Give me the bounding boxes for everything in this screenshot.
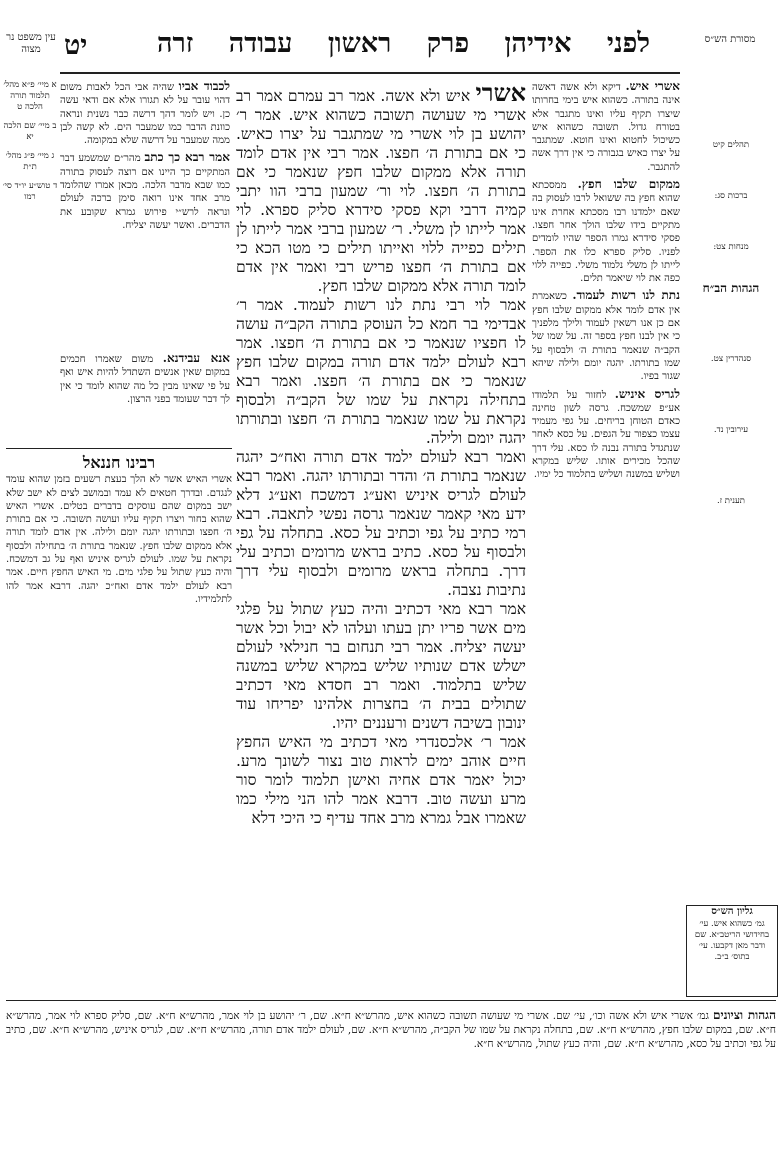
rashi-text: לחזור על תלמודו אע״פ שמשכח. גרסה לשון טחינה כאדם הטוחן בריחים. על גפי מעמיד עצמו כצפור על הגפים. על כסא לאחר שנתגדל בתורה נבנה לו כסא. עלי דרך שהכל מכירים אותו. שליש במקרא ושליש במשנה ושליש בתלמוד כל ימיו. — [532, 389, 680, 481]
rashi-dibbur: לגריס איניש. — [614, 386, 680, 401]
rashi-text: כשאמרת אין אדם לומד אלא ממקום שלבו חפץ אם כן אנו רשאין לעמוד ולילך מלפניך כי אין לבנו חפץ בספר זה. על שמו של הקב״ה שנאמר בתורת ה׳ ולבסוף על שמו בתורתו. יהגה יומם ולילה שיהא שגור בפיו. — [532, 291, 680, 383]
rashi-text: ממסכתא שהוא חפץ בה ששואל לרבו לעסוק בה שאם ילמדנו רבו מסכתא אחרת אינו מתקיים בידו שלבו הולך אחר חפצו. פסקי סידרא גמרו הספר שהיו לומדים לפניו. סליק ספרא כלו את הספר. לייתו לן משלי נלמוד משלי. כפייה ללוי כפה את לוי שיאמר תלים. — [532, 180, 680, 285]
header-rule — [60, 72, 680, 74]
gemara-paragraph: איש ולא אשה. אמר רב עמרם אמר רב אשרי מי שעושה תשובה כשהוא איש. אמר ר׳ יהושע בן לוי אשרי מי שמתגבר על יצרו כאיש. כי אם בתורת ה׳ חפצו. אמר רבי אין אדם לומד תורה אלא ממקום שלבו חפץ שנאמר כי אם בתורת ה׳ חפצו. לוי ור׳ שמעון ברבי הוו יתבי קמיה דרבי וקא פסקי סידרא סליק ספרא. לוי אמר לייתו לן משלי. ר׳ שמעון ברבי אמר לייתו לן תילים כפייה ללוי ואייתו תילים כי מטו הכא כי אם בתורת ה׳ חפצו פריש רבי ואמר אין אדם לומד תורה אלא ממקום שלבו חפץ. — [236, 87, 526, 295]
ein-mishpat-notes — [2, 80, 58, 380]
ein-mishpat-note: ד טוש״ע יו״ד סי׳ רמו — [2, 181, 58, 202]
running-title: לפני אידיהן פרק ראשון עבודה זרה — [156, 28, 650, 59]
tosafot-text: משום שאמרו חכמים במקום שאין אנשים השתדל להיות איש ואף על פי שאינו מבין כל מה שהוא לומד כי אין לך דבר שעומד בפני הרצון. — [60, 354, 230, 405]
masoret-note: מנחות צט: — [713, 242, 749, 252]
ein-mishpat-note: א מיי׳ פ״א מהל׳ תלמוד תורה הלכה ט — [3, 80, 57, 112]
rashi-dibbur: נתת לנו רשות לעמוד. — [572, 288, 680, 303]
rabbeinu-chananel-title: רבינו חננאל — [82, 453, 156, 472]
masoret-hashas-label: מסורת הש״ס — [704, 34, 756, 45]
gemara-paragraph: אמר לוי רבי נתת לנו רשות לעמוד. אמר ר׳ אבדימי בר חמא כל העוסק בתורה הקב״ה עושה לו חפציו שנאמר כי אם בתורת ה׳ חפצו. אמר רבא לעולם ילמד אדם תורה במקום שלבו חפץ שנאמר כי אם בתורת ה׳ חפצו. ואמר רבא בתחילה נקראת על שמו של הקב״ה ולבסוף נקראת על שמו שנאמר בתורת ה׳ חפצו ובתורתו יהגה יומם ולילה. — [236, 296, 526, 447]
ein-mishpat-note: ב מיי׳ שם הלכה יא — [3, 121, 57, 142]
gemara-column — [236, 80, 526, 870]
hagahot-vetziyunim-section — [6, 1008, 776, 1148]
masoret-note: תהלים קיט — [712, 140, 750, 150]
masoret-note: עירובין נד. — [713, 425, 749, 435]
rashi-dibbur: אשרי איש. — [625, 80, 680, 93]
rabbeinu-rule — [6, 448, 232, 449]
tosafot-dibbur: אמר רבא כך כתב — [144, 150, 230, 165]
gemara-paragraph: אמר רבא מאי דכתיב והיה כעץ שתול על פלגי מים אשר פריו יתן בעתו ועלהו לא יבול וכל אשר יעשה יצליח. אמר רבי תנחום בר חנילאי לעולם ישלש אדם שנותיו שליש במקרא שליש במשנה שליש בתלמוד. ואמר רב חסדא מאי דכתיב שתולים בבית ה׳ בחצרות אלהינו יפריחו עוד ינובון בשיבה דשנים ורעננים יהיו. — [236, 600, 526, 732]
gilyon-hashas-text: גמ׳ כשהוא איש. עי׳ בחידושי הריטב״א. שם ודבר מאן דקבעו. עי׳ בתוס׳ ב״ב. — [694, 919, 770, 962]
tosafot-column — [60, 80, 230, 350]
gilyon-hashas-title: גליון הש״ס — [711, 906, 753, 917]
page-header — [0, 28, 780, 68]
rabbeinu-chananel-text: אשרי האיש אשר לא הלך בעצת רשעים בזמן שהוא עומד לנגדם. ובדרך חטאים לא עמד ובמושב לצים לא ישב שלא ישב במקום שהם עוסקים בדברים בטלים. אשרי האיש שהוא בחור ויצרו תקיף עליו ועושה תשובה. כי אם בתורת ה׳ חפצו ובתורתו יהגה יומם ולילה. אין אדם לומד תורה אלא ממקום שלבו חפץ. שנאמר בתורת ה׳ בתחילה ולבסוף נקראת על שמו. לעולם לגריס איניש ואף על גב דמשכח. והיה כעץ שתול על פלגי מים. מי האיש החפץ חיים. אמר רבא לעולם ילמד אדם ואח״כ יהגה. דרבא אמר להו לתלמידיו. — [6, 474, 232, 605]
rabbeinu-chananel-column — [6, 452, 232, 852]
rashi-dibbur: ממקום שלבו חפץ. — [577, 177, 680, 192]
page-number: יט — [64, 30, 88, 61]
tosafot-column-2 — [60, 352, 230, 442]
hagahot-vetziyunim-title: הגהות וציונים — [712, 1008, 776, 1022]
tosafot-dibbur: לכבוד אביו — [178, 80, 230, 93]
hagahot-vetziyunim-text: גמ׳ אשרי איש ולא אשה וכו׳, עי׳ שם. אשרי מי שעושה תשובה כשהוא איש, מהרש״א ח״א. שם, ר׳ יהושע בן לוי אמר, מהרש״א ח״א. שם, סליק ספרא לוי אמר, מהרש״א ח״א. שם, במקום שלבו חפץ, מהרש״א ח״א. שם, בתחלה נקראת על שמו של הקב״ה, מהרש״א ח״א. שם, לעולם ילמד אדם תורה, מהרש״א ח״א. שם, לגריס איניש, מהרש״א ח״א. שם, כתיב על גפי וכתיב על כסא, מהרש״א ח״א. שם, והיה כעץ שתול, מהרש״א ח״א. — [6, 1010, 776, 1050]
gemara-paragraph: ואמר רבא לעולם ילמד אדם תורה ואח״כ יהגה שנאמר בתורת ה׳ והדר ובתורתו יהגה. ואמר רבא לעולם לגריס איניש ואע״ג דמשכח ואע״ג דלא ידע מאי קאמר שנאמר גרסה נפשי לתאבה. רבא רמי כתיב על גפי וכתיב על כסא. בתחלה על גפי ולבסוף על כסא. כתיב בראש מרומים וכתיב עלי דרך. בתחלה בראש מרומים ולבסוף עלי דרך נתיבות נצבה. — [236, 448, 526, 599]
ein-mishpat-label: עין משפט נר מצוה — [6, 32, 56, 55]
tosafot-dibbur: אנא עבידנא. — [162, 352, 230, 365]
tosafot-text: מהר״ם שמשמע דבר המתקיים כך היינו אם רוצה לעסוק בתורה כמו שבא מדבר הלכה. מכאן אמרו שהלומד מרב אחד אינו רואה סימן ברכה לעולם ונראה לרש״י פירוש גמרא שקובע את הדברים. ואשר יעשה יצליח. — [60, 153, 230, 231]
gilyon-hashas-box — [686, 905, 778, 997]
ein-mishpat-note: ג מיי׳ פ״ג מהל׳ ת״ת — [5, 151, 55, 172]
opening-word: אשרי — [475, 80, 526, 107]
rashi-column — [532, 80, 680, 870]
masoret-hashas-notes — [684, 80, 778, 860]
tosafot-text: שהיה אבי הכל לאבות משום דהוי עובר על לא תגורו אלא אם ודאי עשה כן. ויש לומר דהך דרשה כבר נשנית ונראה כוונת הדבר כמו שמעבר הים. לא קשה לבן ממה שמעבר על דרשה שלא במקומה. — [60, 82, 230, 147]
gemara-paragraph: אמר ר׳ אלכסנדרי מאי דכתיב מי האיש החפץ חיים אוהב ימים לראות טוב נצור לשונך מרע. יכול יאמר אדם אחיה ואישן תלמוד לומר סור מרע ועשה טוב. דרבא אמר להו הני מילי כמו שאמרו אבל גמרא מרב אחד עדיף כי היכי דלא — [236, 733, 526, 827]
masoret-note: סנהדרין צט. — [710, 354, 752, 364]
masoret-note: תענית ז. — [717, 496, 745, 506]
hagahot-bach-title: הגהות הב״ח — [702, 281, 760, 295]
masoret-note: ברכות סג: — [714, 191, 748, 201]
rashi-text: דיקא ולא אשה דאשה אינה בתורה. כשהוא איש בימי בחרותו שיצרו תקיף עליו ואינו מתגבר אלא בטורח גדול. תשובה כשהוא איש כשיכול לחטוא ואינו חוטא. שמתגבר על יצרו כאיש בגבורה כי אין דרך אשה להתגבר. — [532, 82, 680, 173]
bottom-rule — [6, 1000, 776, 1001]
